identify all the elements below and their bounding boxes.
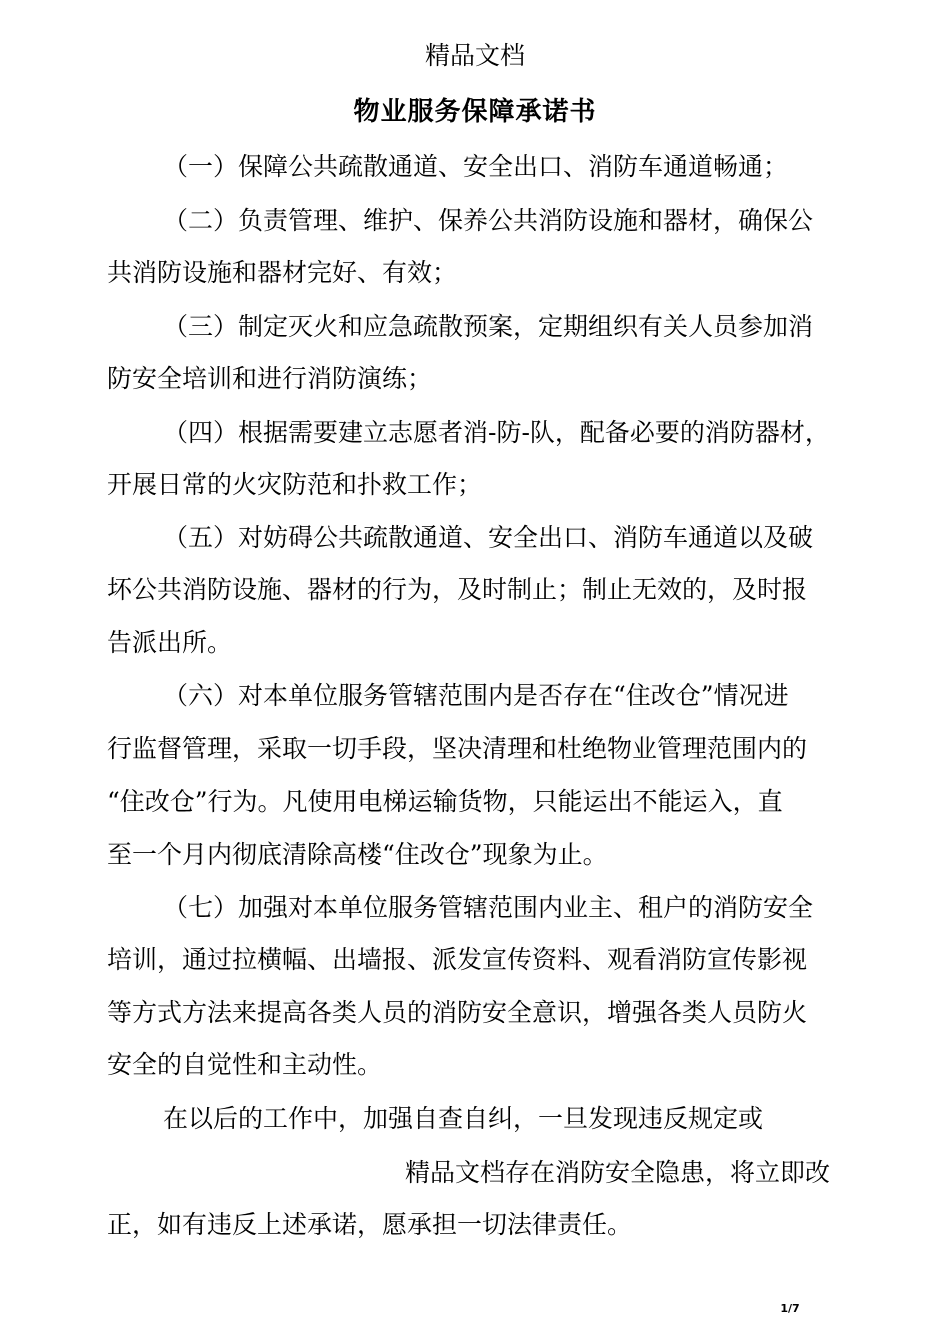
document-title: 物业服务保障承诺书 (353, 97, 597, 127)
paragraph-5-line-2: 坏公共消防设施、器材的行为，及时制止；制止无效的，及时报 (107, 575, 808, 604)
closing-line-1: 在以后的工作中，加强自查自纠，一旦发现违反规定或 (163, 1104, 764, 1133)
closing-line-2: 精品文档存在消防安全隐患，将立即改 (405, 1158, 831, 1187)
paragraph-7-line-3: 等方式方法来提高各类人员的消防安全意识，增强各类人员防火 (107, 998, 808, 1027)
paragraph-3-line-2: 防安全培训和进行消防演练； (107, 364, 433, 393)
paragraph-7-line-1: （七）加强对本单位服务管辖范围内业主、租户的消防安全 (163, 893, 814, 922)
paragraph-5-line-3: 告派出所。 (107, 628, 233, 657)
paragraph-6-line-2: 行监督管理，采取一切手段，坚决清理和杜绝物业管理范围内的 (107, 734, 808, 763)
page-number: 1/7 (780, 1302, 800, 1315)
paragraph-7-line-2: 培训，通过拉横幅、出墙报、派发宣传资料、观看消防宣传影视 (107, 945, 808, 974)
paragraph-6-line-4: 至一个月内彻底清除高楼“住改仓”现象为止。 (107, 840, 608, 869)
page-header: 精品文档 (424, 41, 525, 70)
paragraph-3-line-1: （三）制定灭火和应急疏散预案，定期组织有关人员参加消 (163, 312, 814, 341)
paragraph-6-line-1: （六）对本单位服务管辖范围内是否存在“住改仓”情况进 (163, 681, 789, 710)
paragraph-4-line-2: 开展日常的火灾防范和扑救工作； (107, 470, 483, 499)
paragraph-5-line-1: （五）对妨碍公共疏散通道、安全出口、消防车通道以及破 (163, 523, 814, 552)
paragraph-7-line-4: 安全的自觉性和主动性。 (107, 1050, 383, 1079)
paragraph-2-line-1: （二）负责管理、维护、保养公共消防设施和器材，确保公 (163, 206, 814, 235)
paragraph-2-line-2: 共消防设施和器材完好、有效； (107, 258, 458, 287)
paragraph-1-line-1: （一）保障公共疏散通道、安全出口、消防车通道畅通； (163, 152, 789, 181)
paragraph-6-line-3: “住改仓”行为。凡使用电梯运输货物，只能运出不能运入，直 (107, 787, 783, 816)
closing-line-3: 正，如有违反上述承诺，愿承担一切法律责任。 (107, 1210, 633, 1239)
paragraph-4-line-1: （四）根据需要建立志愿者消-防-队，配备必要的消防器材， (163, 418, 830, 447)
